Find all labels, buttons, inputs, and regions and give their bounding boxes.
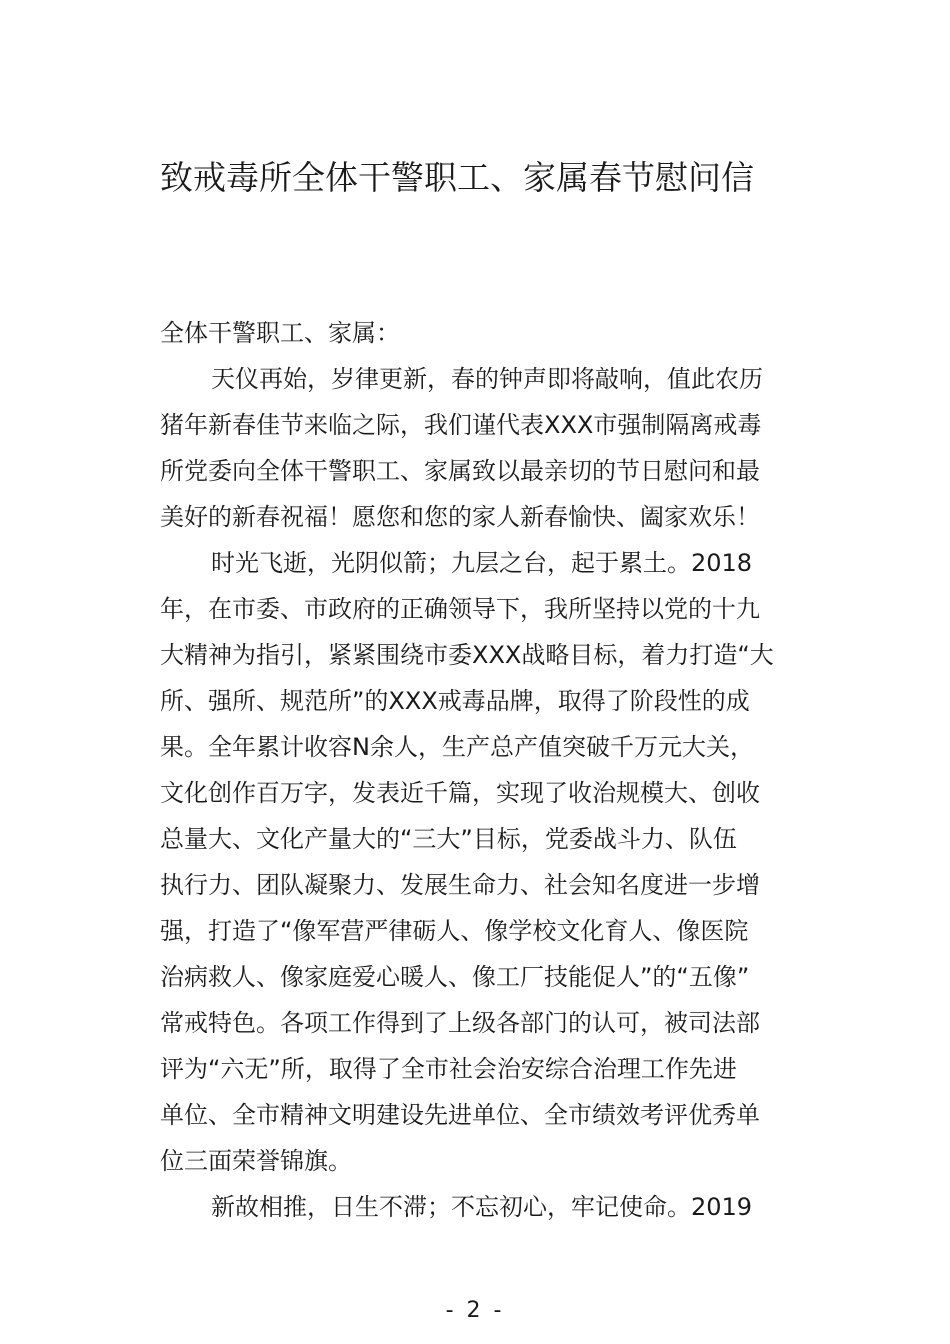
- body-line: 美好的新春祝福！愿您和您的家人新春愉快、阖家欢乐！: [160, 503, 760, 531]
- body-line: 总量大、文化产量大的“三大”目标，党委战斗力、队伍: [160, 825, 737, 853]
- body-line: 果。全年累计收容N余人，生产总产值突破千万元大关，: [160, 733, 754, 761]
- body-line: 新故相推，日生不滞；不忘初心，牢记使命。2019: [211, 1193, 753, 1221]
- letter-body: [160, 310, 820, 1230]
- body-line: 所、强所、规范所”的XXX戒毒品牌，取得了阶段性的成: [160, 687, 750, 715]
- body-line: 年，在市委、市政府的正确领导下，我所坚持以党的十九: [160, 595, 760, 623]
- body-line: 所党委向全体干警职工、家属致以最亲切的节日慰问和最: [160, 457, 760, 485]
- body-line: 大精神为指引，紧紧围绕市委XXX战略目标，着力打造“大: [160, 641, 774, 669]
- body-line: 常戒特色。各项工作得到了上级各部门的认可，被司法部: [160, 1009, 760, 1037]
- body-line: 天仪再始，岁律更新，春的钟声即将敲响，值此农历: [211, 365, 763, 393]
- page-number: - 2 -: [445, 1298, 505, 1323]
- body-line: 时光飞逝，光阴似箭；九层之台，起于累土。2018: [211, 549, 753, 577]
- body-line: 强，打造了“像军营严律砺人、像学校文化育人、像医院: [160, 917, 749, 945]
- letter-title: 致戒毒所全体干警职工、家属春节慰问信: [160, 158, 754, 197]
- body-line: 文化创作百万字，发表近千篇，实现了收治规模大、创收: [160, 779, 760, 807]
- body-line: 单位、全市精神文明建设先进单位、全市绩效考评优秀单: [160, 1101, 760, 1129]
- body-line: 治病救人、像家庭爱心暖人、像工厂技能促人”的“五像”: [160, 963, 750, 991]
- body-line: 猪年新春佳节来临之际，我们谨代表XXX市强制隔离戒毒: [160, 411, 762, 439]
- salutation-line: 全体干警职工、家属：: [160, 319, 400, 347]
- body-line: 位三面荣誉锦旗。: [160, 1147, 352, 1175]
- body-line: 执行力、团队凝聚力、发展生命力、社会知名度进一步增: [160, 871, 760, 899]
- body-line: 评为“六无”所，取得了全市社会治安综合治理工作先进: [160, 1055, 737, 1083]
